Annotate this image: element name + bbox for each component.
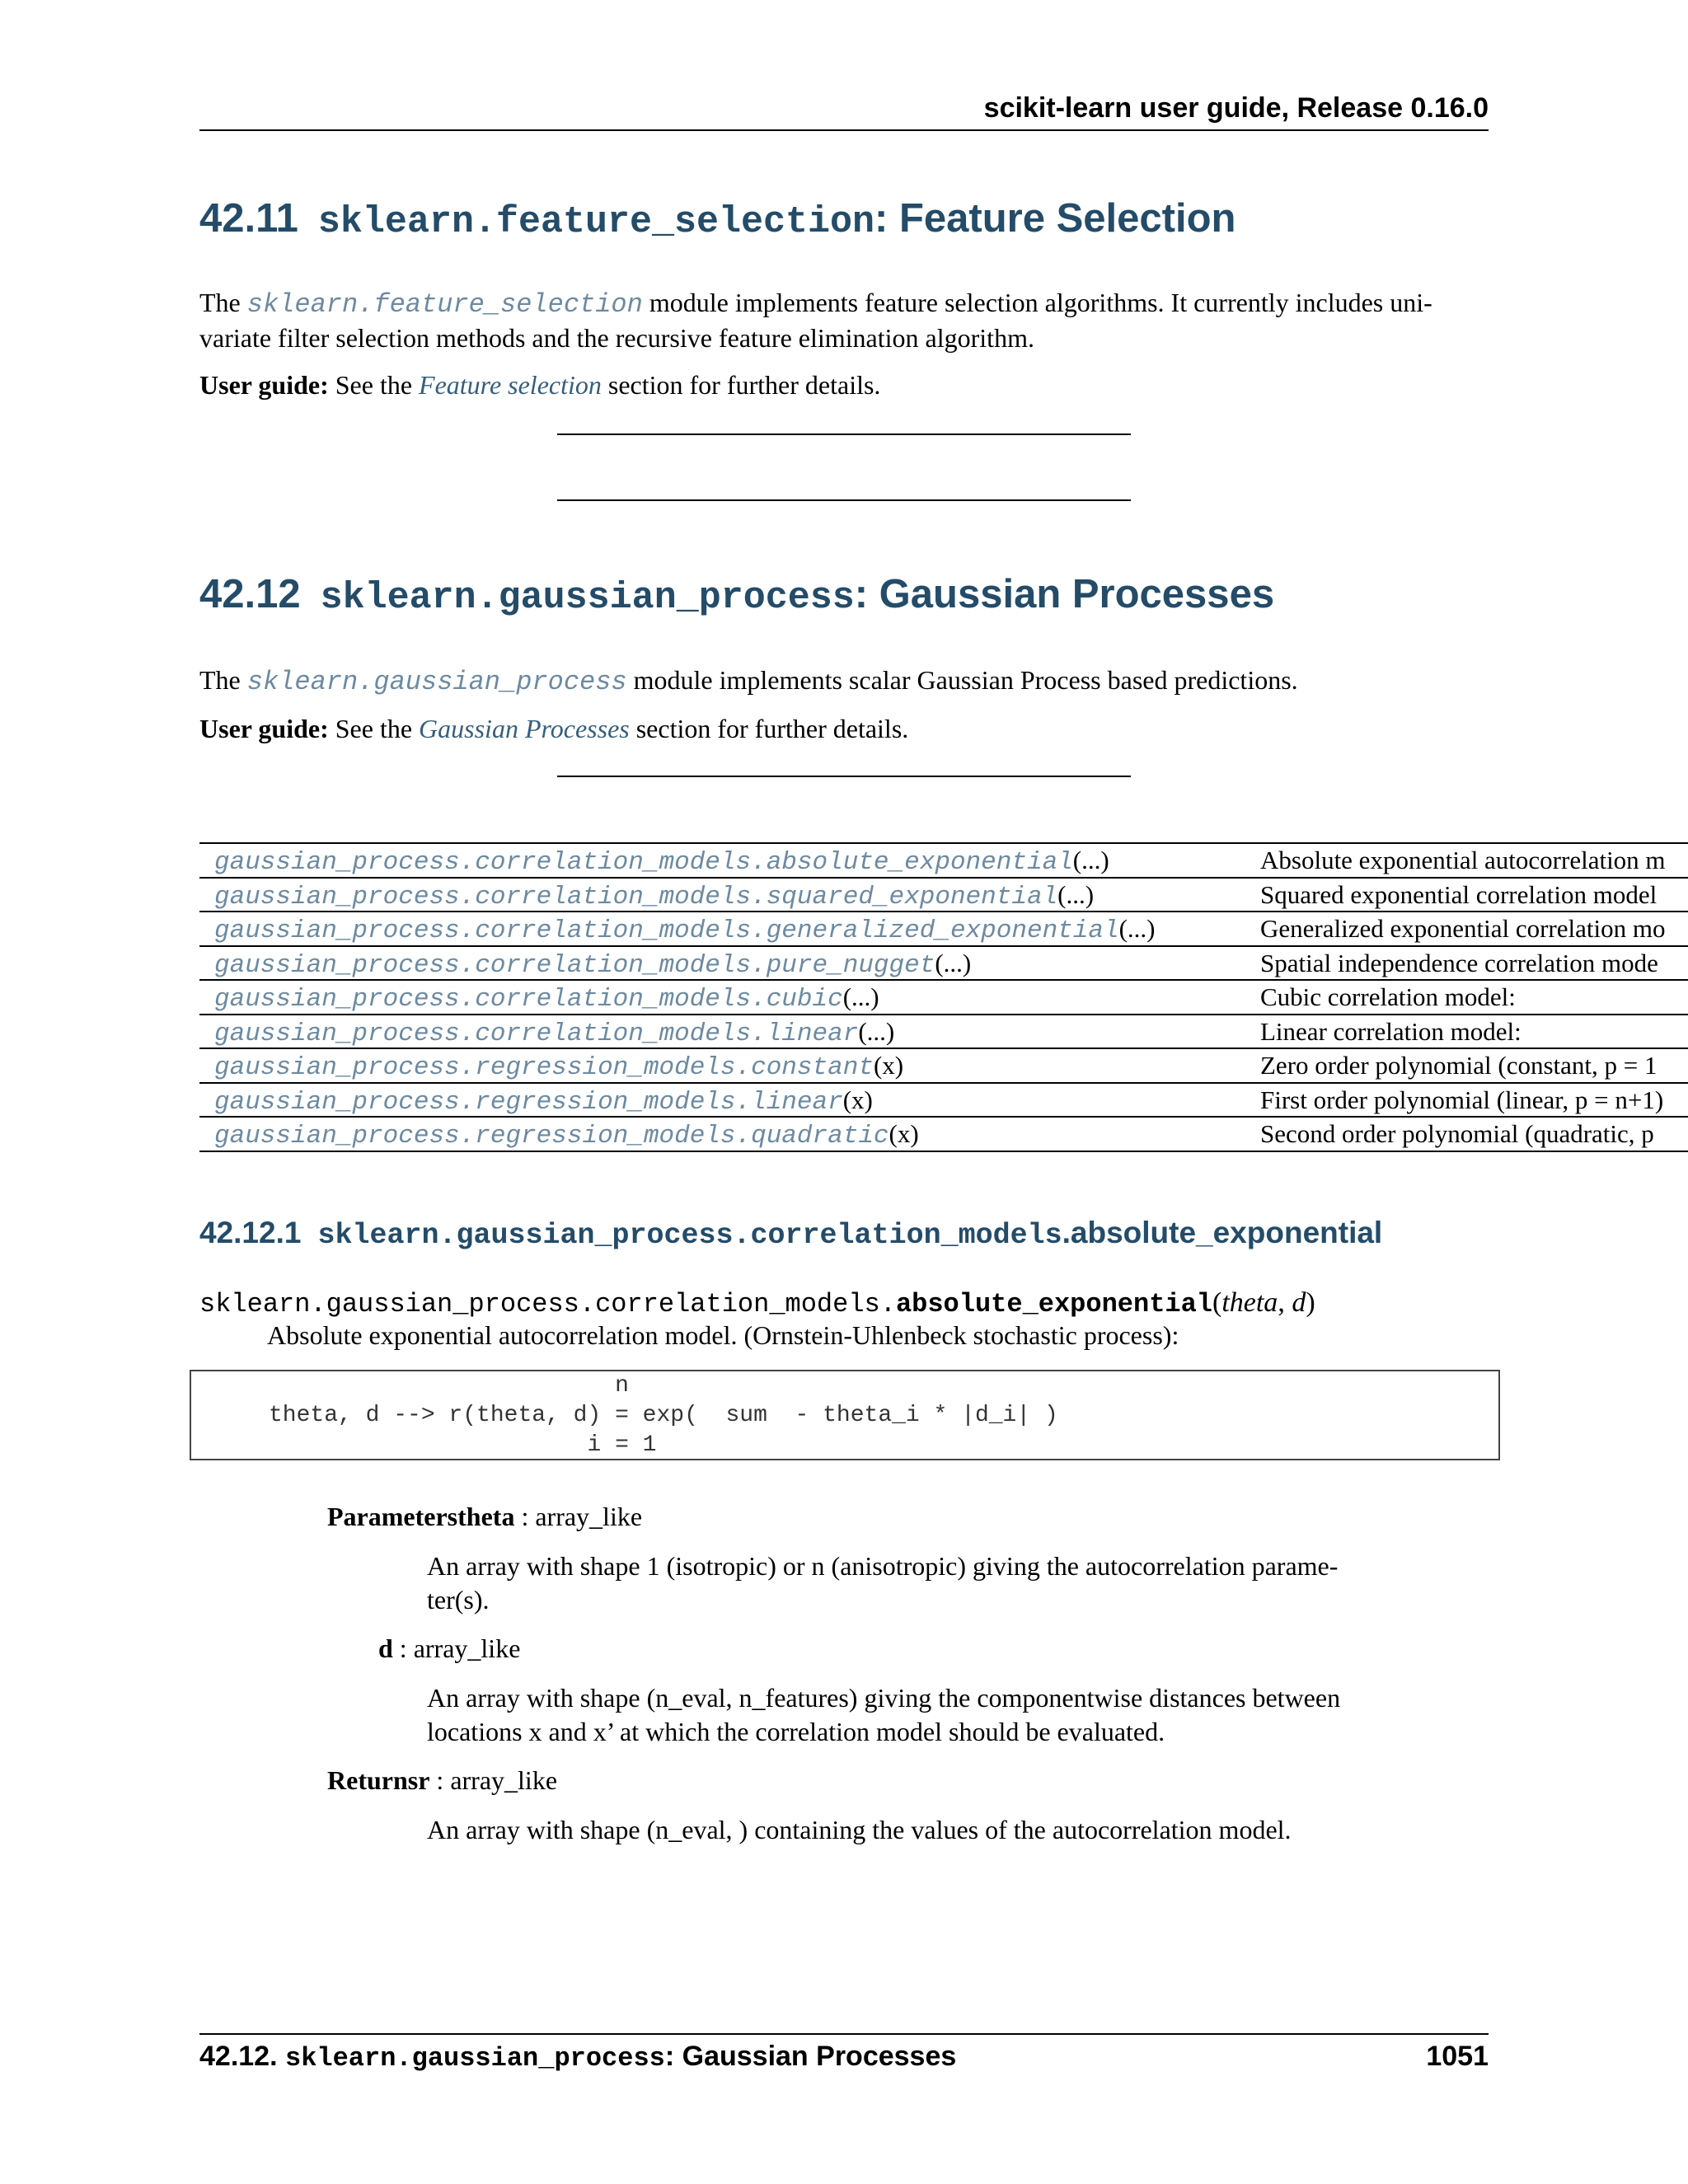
signature-arg-d: d — [1292, 1287, 1306, 1318]
signature-separator: , — [1278, 1287, 1292, 1318]
section-title: : Gaussian Processes — [854, 572, 1275, 616]
api-entry[interactable] — [214, 880, 1094, 912]
api-args: (x) — [889, 1119, 919, 1148]
api-description: Cubic correlation model: — [1260, 982, 1516, 1011]
intro-text: The — [199, 288, 247, 317]
gaussian-process-module-link[interactable]: sklearn.gaussian_process — [246, 667, 627, 697]
feature-selection-intro — [199, 286, 1493, 355]
gaussian-processes-guide-link[interactable]: Gaussian Processes — [419, 714, 630, 743]
api-function-link[interactable]: gaussian_process.regression_models.constant — [214, 1053, 874, 1082]
signature-paren: ) — [1306, 1287, 1315, 1318]
param-name: d — [378, 1633, 393, 1663]
divider — [557, 776, 1131, 777]
table-row — [199, 912, 1688, 947]
api-description: Second order polynomial (quadratic, p — [1260, 1119, 1654, 1148]
user-guide-text: See the — [328, 714, 420, 743]
code-block — [190, 1370, 1500, 1460]
api-function-link[interactable]: gaussian_process.correlation_models.generalized_exponential — [214, 916, 1119, 945]
table-row — [199, 1084, 1688, 1118]
api-function-link[interactable]: gaussian_process.regression_models.linear — [214, 1087, 843, 1117]
table-row — [199, 1049, 1688, 1084]
footer-module: sklearn.gaussian_process — [284, 2043, 665, 2074]
api-args: (...) — [1118, 914, 1156, 943]
api-description: Zero order polynomial (constant, p = 1 — [1260, 1051, 1658, 1080]
api-summary-table — [199, 842, 1688, 1152]
theta-description — [427, 1549, 1400, 1617]
user-guide-text: See the — [328, 370, 420, 400]
api-description: Linear correlation model: — [1260, 1016, 1522, 1046]
signature-prefix: sklearn.gaussian_process.correlation_models. — [199, 1289, 896, 1319]
api-entry[interactable] — [214, 982, 879, 1014]
table-row — [199, 1118, 1688, 1152]
api-entry[interactable] — [214, 949, 971, 980]
running-header: scikit-learn user guide, Release 0.16.0 — [983, 92, 1489, 124]
subsection-module: sklearn.gaussian_process.correlation_models — [317, 1219, 1062, 1252]
api-function-link[interactable]: gaussian_process.correlation_models.cubic — [214, 985, 843, 1014]
returns-label: Returnsr — [327, 1765, 430, 1795]
api-function-link[interactable]: gaussian_process.correlation_models.linear — [214, 1019, 859, 1048]
table-row — [199, 1015, 1688, 1050]
gaussian-process-user-guide — [199, 712, 1493, 746]
footer-section-title — [199, 2041, 956, 2074]
returns-description: An array with shape (n_eval, ) containing the values of the autocorrelation model. — [427, 1815, 1292, 1844]
api-args: (...) — [1057, 879, 1095, 909]
param-description: ter(s). — [427, 1585, 490, 1615]
api-function-link[interactable]: gaussian_process.correlation_models.absolute_exponential — [214, 848, 1073, 877]
subsection-number: 42.12.1 — [199, 1216, 302, 1249]
api-args: (...) — [858, 1016, 895, 1046]
api-function-link[interactable]: gaussian_process.regression_models.quadratic — [214, 1122, 889, 1151]
parameters-label: Parameterstheta — [327, 1502, 515, 1531]
api-description: Spatial independence correlation mode — [1260, 948, 1658, 977]
table-row — [199, 981, 1688, 1015]
function-description: Absolute exponential autocorrelation model. (Ornstein-Uhlenbeck stochastic process): — [267, 1320, 1179, 1350]
intro-text: variate filter selection methods and the recursive feature elimination algorithm. — [199, 323, 1034, 353]
table-row — [199, 947, 1688, 982]
function-signature — [199, 1287, 1315, 1319]
divider — [557, 434, 1131, 435]
section-module: sklearn.gaussian_process — [320, 577, 855, 619]
user-guide-text: section for further details. — [629, 714, 909, 743]
api-function-link[interactable]: gaussian_process.correlation_models.squared_exponential — [214, 882, 1058, 912]
api-entry[interactable] — [214, 1119, 919, 1151]
param-description: An array with shape 1 (isotropic) or n (anisotropic) giving the autocorrelation parame- — [427, 1551, 1339, 1581]
param-type: : array_like — [514, 1502, 643, 1531]
section-heading-gaussian-process — [199, 571, 1274, 619]
d-description — [427, 1681, 1400, 1749]
section-number: 42.12 — [199, 572, 301, 616]
feature-selection-guide-link[interactable]: Feature selection — [419, 370, 602, 400]
gaussian-process-intro — [199, 663, 1493, 699]
param-description: An array with shape (n_eval, n_features) giving the componentwise distances between — [427, 1683, 1341, 1713]
api-entry[interactable] — [214, 846, 1109, 877]
param-d-heading — [378, 1632, 520, 1666]
api-description: Absolute exponential autocorrelation m — [1260, 846, 1666, 874]
return-type: : array_like — [429, 1765, 558, 1795]
api-entry[interactable] — [214, 1085, 873, 1117]
section-number: 42.11 — [199, 196, 298, 241]
api-entry[interactable] — [214, 1017, 894, 1048]
signature-arg-theta: theta — [1221, 1287, 1278, 1318]
feature-selection-module-link[interactable]: sklearn.feature_selection — [246, 289, 643, 320]
user-guide-text: section for further details. — [601, 370, 881, 400]
api-description: First order polynomial (linear, p = n+1) — [1260, 1085, 1664, 1114]
user-guide-label: User guide: — [199, 370, 329, 400]
page-number: 1051 — [1426, 2041, 1489, 2072]
api-args: (...) — [935, 948, 972, 977]
code-block-text: n theta, d --> r(theta, d) = exp( sum - theta_i * |d_i| ) i = 1 — [269, 1373, 1058, 1458]
param-type: : array_like — [392, 1633, 521, 1663]
api-description: Generalized exponential correlation mo — [1260, 914, 1666, 943]
table-row — [199, 844, 1688, 879]
subsection-title: .absolute_exponential — [1062, 1216, 1383, 1249]
intro-text: The — [199, 665, 247, 695]
api-args: (x) — [842, 1085, 873, 1114]
section-title: : Feature Selection — [874, 196, 1236, 241]
footer-number: 42.12. — [199, 2041, 285, 2072]
signature-function-name: absolute_exponential — [895, 1289, 1212, 1319]
api-description: Squared exponential correlation model — [1260, 879, 1658, 909]
user-guide-label: User guide: — [199, 714, 329, 743]
api-args: (...) — [842, 982, 879, 1011]
api-args: (x) — [873, 1051, 904, 1080]
divider — [557, 499, 1131, 501]
parameters-heading — [327, 1500, 642, 1534]
signature-paren: ( — [1212, 1287, 1222, 1318]
section-module: sklearn.feature_selection — [317, 201, 875, 243]
footer-title: : Gaussian Processes — [664, 2041, 957, 2072]
header-rule — [199, 129, 1489, 131]
api-entry[interactable] — [214, 914, 1156, 945]
feature-selection-user-guide — [199, 368, 1493, 402]
footer-rule — [199, 2033, 1489, 2035]
returns-heading — [327, 1764, 557, 1797]
api-entry[interactable] — [214, 1051, 903, 1082]
intro-text: module implements scalar Gaussian Process based predictions. — [626, 665, 1298, 695]
table-row — [199, 879, 1688, 913]
api-args: (...) — [1072, 846, 1109, 874]
param-description: locations x and x’ at which the correlation model should be evaluated. — [427, 1717, 1165, 1746]
subsection-heading-absolute-exponential — [199, 1216, 1382, 1252]
intro-text: module implements feature selection algorithms. It currently includes uni- — [642, 288, 1432, 317]
section-heading-feature-selection — [199, 195, 1236, 243]
api-function-link[interactable]: gaussian_process.correlation_models.pure_nugget — [214, 950, 935, 980]
